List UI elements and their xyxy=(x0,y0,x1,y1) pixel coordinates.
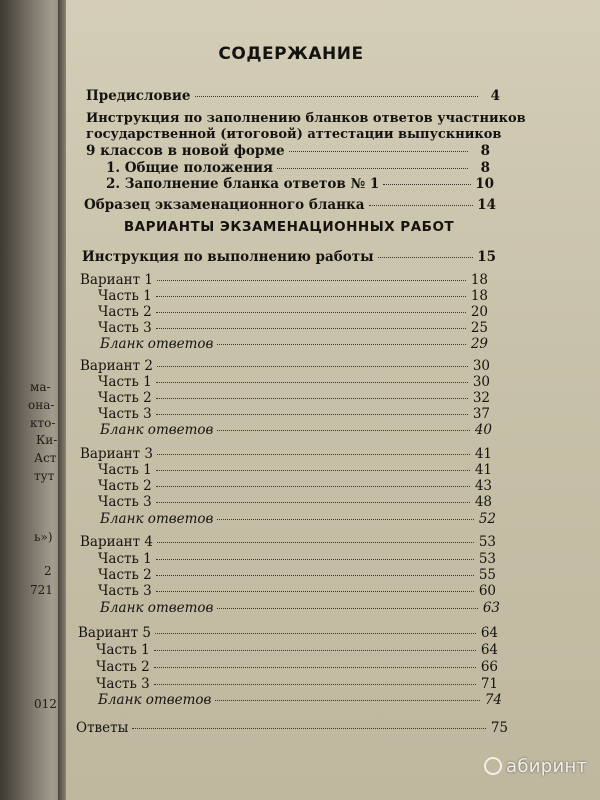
dot-leader xyxy=(156,312,466,313)
left-page-fragment: ма- xyxy=(30,380,51,394)
toc-entry-label: Часть 1 xyxy=(98,551,152,567)
toc-entry-page: 48 xyxy=(474,494,492,510)
toc-entry-variant xyxy=(80,534,496,550)
toc-entry-variant xyxy=(80,272,488,288)
toc-entry-page: 43 xyxy=(474,478,492,494)
dot-leader xyxy=(154,650,476,651)
toc-entry-part xyxy=(98,406,490,422)
left-page-fragment: кто- xyxy=(30,416,56,430)
dot-leader xyxy=(156,559,474,560)
watermark-text: абиринт xyxy=(506,756,588,777)
toc-entry-part xyxy=(98,320,488,336)
toc-entry-label: Часть 3 xyxy=(98,320,152,336)
toc-entry-page: 15 xyxy=(477,249,496,265)
toc-entry-page: 4 xyxy=(490,88,500,104)
toc-entry-answers xyxy=(76,720,508,736)
dot-leader xyxy=(157,366,468,367)
toc-entry-label: Часть 3 xyxy=(98,583,152,599)
dot-leader xyxy=(195,96,478,97)
left-page-edge xyxy=(0,0,62,800)
toc-entry-page: 75 xyxy=(490,720,508,736)
toc-entry-page: 8 xyxy=(480,143,490,159)
toc-entry-page: 64 xyxy=(480,625,498,641)
toc-entry-label: Часть 3 xyxy=(98,494,152,510)
toc-entry-page: 18 xyxy=(470,288,488,304)
dot-leader xyxy=(154,684,476,685)
dot-leader xyxy=(156,486,470,487)
dot-leader xyxy=(217,608,478,609)
toc-entry-part xyxy=(96,659,498,675)
toc-entry-page: 74 xyxy=(484,692,502,708)
toc-entry-answer-sheet xyxy=(100,511,496,527)
dot-leader xyxy=(156,328,466,329)
toc-entry-variant xyxy=(80,358,490,374)
toc-entry-label: 2. Заполнение бланка ответов № 1 xyxy=(106,176,380,192)
toc-entry-label: Инструкция по выполнению работы xyxy=(82,249,374,265)
watermark-logo-icon xyxy=(484,757,502,775)
dot-leader xyxy=(156,382,468,383)
dot-leader xyxy=(155,633,476,634)
toc-entry-filling xyxy=(106,176,494,192)
toc-entry-page: 14 xyxy=(477,197,496,213)
toc-entry-answer-sheet xyxy=(98,692,502,708)
toc-entry-answer-sheet xyxy=(100,336,488,352)
dot-leader xyxy=(378,257,474,258)
dot-leader xyxy=(157,280,466,281)
toc-entry-label: Часть 1 xyxy=(98,288,152,304)
toc-entry-page: 55 xyxy=(478,567,496,583)
dot-leader xyxy=(154,667,476,668)
toc-entry-part xyxy=(98,494,492,510)
toc-entry-variant xyxy=(80,446,492,462)
toc-entry-page: 60 xyxy=(478,583,496,599)
toc-entry-label: Часть 3 xyxy=(98,406,152,422)
toc-entry-page: 10 xyxy=(475,176,494,192)
toc-entry-label: Часть 1 xyxy=(98,374,152,390)
toc-entry-part xyxy=(98,551,496,567)
toc-entry-work-instruction xyxy=(82,249,496,265)
dot-leader xyxy=(383,184,471,185)
toc-entry-label: Часть 2 xyxy=(98,390,152,406)
page-title: СОДЕРЖАНИЕ xyxy=(218,44,364,64)
toc-entry-variant xyxy=(78,625,498,641)
toc-entry-label: Вариант 4 xyxy=(80,534,154,550)
toc-instruction-line: государственной (итоговой) аттестации выпускников xyxy=(86,127,502,142)
left-page-fragment: 721 xyxy=(30,583,53,597)
toc-entry-page: 53 xyxy=(478,534,496,550)
toc-entry-label: Вариант 3 xyxy=(80,446,154,462)
toc-entry-page: 18 xyxy=(470,272,488,288)
toc-entry-part xyxy=(98,390,490,406)
toc-entry-label: Бланк ответов xyxy=(98,692,212,708)
toc-entry-part xyxy=(98,304,488,320)
toc-entry-page: 63 xyxy=(482,600,500,616)
toc-entry-page: 30 xyxy=(472,374,490,390)
toc-entry-page: 41 xyxy=(474,462,492,478)
toc-instruction-line: Инструкция по заполнению бланков ответов участников xyxy=(86,111,526,126)
toc-entry-answer-sheet xyxy=(100,422,492,438)
toc-entry-page: 32 xyxy=(472,390,490,406)
toc-entry-page: 40 xyxy=(474,422,492,438)
toc-entry-part xyxy=(98,583,496,599)
dot-leader xyxy=(132,728,486,729)
dot-leader xyxy=(215,700,480,701)
toc-entry-label: Ответы xyxy=(76,720,129,736)
left-page-fragment: тут xyxy=(34,469,55,483)
toc-entry-page: 64 xyxy=(480,642,498,658)
dot-leader xyxy=(369,205,474,206)
dot-leader xyxy=(157,454,470,455)
dot-leader xyxy=(217,519,474,520)
toc-entry-label: 1. Общие положения xyxy=(106,160,273,176)
dot-leader xyxy=(156,414,468,415)
toc-entry-page: 71 xyxy=(480,676,498,692)
toc-entry-answer-sheet xyxy=(100,600,500,616)
toc-entry-label: 9 классов в новой форме xyxy=(86,143,285,159)
left-page-fragment: 012 xyxy=(34,697,57,711)
toc-entry-general xyxy=(106,160,490,176)
left-page-fragment: Ки- xyxy=(36,433,58,447)
toc-entry-part xyxy=(98,462,492,478)
dot-leader xyxy=(156,296,466,297)
left-page-fragment: 2 xyxy=(44,564,52,578)
toc-entry-label: Часть 2 xyxy=(96,659,150,675)
toc-entry-page: 20 xyxy=(470,304,488,320)
toc-entry-part xyxy=(96,676,498,692)
toc-entry-label: Предисловие xyxy=(86,88,191,104)
dot-leader xyxy=(157,542,474,543)
toc-entry-label: Бланк ответов xyxy=(100,422,214,438)
toc-entry-page: 8 xyxy=(480,160,490,176)
dot-leader xyxy=(156,591,474,592)
contents-page xyxy=(66,0,600,800)
dot-leader xyxy=(289,151,468,152)
toc-entry-page: 66 xyxy=(480,659,498,675)
toc-entry-part xyxy=(96,642,498,658)
toc-entry-page: 25 xyxy=(470,320,488,336)
toc-entry-preface xyxy=(86,88,500,104)
toc-entry-page: 41 xyxy=(474,446,492,462)
toc-entry-part xyxy=(98,374,490,390)
toc-entry-label: Бланк ответов xyxy=(100,600,214,616)
section-heading: ВАРИАНТЫ ЭКЗАМЕНАЦИОННЫХ РАБОТ xyxy=(123,219,455,235)
toc-entry-label: Вариант 2 xyxy=(80,358,154,374)
toc-entry-part xyxy=(98,478,492,494)
toc-entry-page: 29 xyxy=(470,336,488,352)
toc-entry-sample xyxy=(84,197,496,213)
toc-entry-label: Бланк ответов xyxy=(100,511,214,527)
toc-entry-instruction xyxy=(86,143,490,159)
left-page-fragment: Аст xyxy=(34,451,57,465)
toc-entry-label: Часть 3 xyxy=(96,676,150,692)
dot-leader xyxy=(156,575,474,576)
toc-entry-label: Образец экзаменационного бланка xyxy=(84,197,365,213)
toc-entry-label: Вариант 5 xyxy=(78,625,152,641)
dot-leader xyxy=(217,430,470,431)
toc-entry-label: Часть 2 xyxy=(98,478,152,494)
toc-entry-part xyxy=(98,567,496,583)
left-page-fragment: она- xyxy=(28,398,55,412)
toc-entry-label: Часть 2 xyxy=(98,567,152,583)
toc-entry-page: 37 xyxy=(472,406,490,422)
dot-leader xyxy=(156,502,470,503)
dot-leader xyxy=(217,344,466,345)
toc-entry-part xyxy=(98,288,488,304)
toc-entry-label: Вариант 1 xyxy=(80,272,154,288)
dot-leader xyxy=(156,470,470,471)
toc-entry-label: Часть 1 xyxy=(96,642,150,658)
toc-entry-page: 53 xyxy=(478,551,496,567)
toc-entry-label: Часть 1 xyxy=(98,462,152,478)
dot-leader xyxy=(277,168,468,169)
toc-entry-page: 30 xyxy=(472,358,490,374)
dot-leader xyxy=(156,398,468,399)
toc-entry-label: Часть 2 xyxy=(98,304,152,320)
toc-entry-label: Бланк ответов xyxy=(100,336,214,352)
toc-entry-page: 52 xyxy=(478,511,496,527)
left-page-fragment: ь») xyxy=(34,530,53,544)
